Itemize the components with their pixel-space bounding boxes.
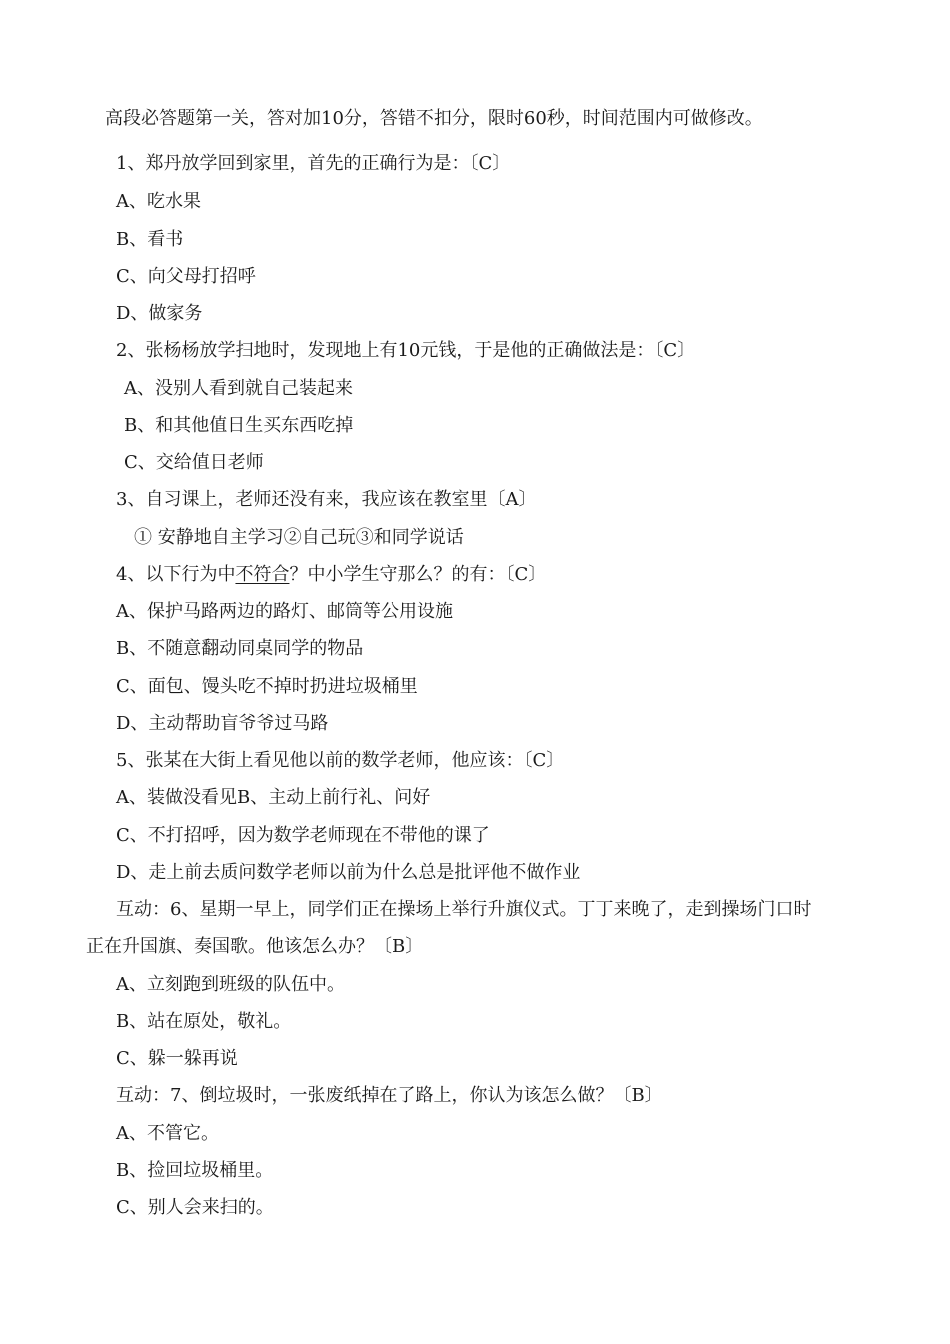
option-line: C、交给值日老师 [124,452,264,473]
question-4 [116,563,546,587]
option-line: C、不打招呼，因为数学老师现在不带他的课了 [116,825,490,846]
question-1: 1、郑丹放学回到家里，首先的正确行为是：〔C〕 [116,153,511,174]
option-line: A、立刻跑到班级的队伍中。 [116,974,345,995]
question-3: 3、自习课上，老师还没有来，我应该在教室里〔A〕 [116,489,537,510]
option-line: A、保护马路两边的路灯、邮筒等公用设施 [116,601,453,622]
option-line: B、不随意翻动同桌同学的物品 [116,638,364,659]
option-line: B、和其他值日生买东西吃掉 [124,415,354,436]
question-5: 5、张某在大街上看见他以前的数学老师，他应该：〔C〕 [116,750,565,771]
option-line: A、没别人看到就自己装起来 [124,378,353,399]
question-2: 2、张杨杨放学扫地时，发现地上有10元钱，于是他的正确做法是：〔C〕 [116,340,696,361]
option-line: A、装做没看见B、主动上前行礼、问好 [116,787,431,808]
option-line: B、捡回垃圾桶里。 [116,1160,274,1181]
option-line: C、向父母打招呼 [116,266,256,287]
question-7: 互动：7、倒垃圾时，一张废纸掉在了路上，你认为该怎么做？〔B〕 [116,1085,663,1106]
q4-after: ？中小学生守那么？的有：〔C〕 [289,564,547,585]
option-line: ① 安静地自主学习②自己玩③和同学说话 [134,527,464,548]
question-6-continued: 正在升国旗、奏国歌。他该怎么办？〔B〕 [86,936,424,957]
option-line: D、主动帮助盲爷爷过马路 [116,713,329,734]
option-line: A、吃水果 [116,191,201,212]
q4-before: 4、以下行为中 [116,564,236,585]
option-line: C、别人会来扫的。 [116,1197,274,1218]
option-line: B、站在原处，敬礼。 [116,1011,292,1032]
question-6: 互动：6、星期一早上，同学们正在操场上举行升旗仪式。丁丁来晚了，走到操场门口时 [116,899,812,920]
option-line: D、做家务 [116,303,203,324]
option-line: C、躲一躲再说 [116,1048,238,1069]
option-line: B、看书 [116,229,184,250]
option-line: D、走上前去质问数学老师以前为什么总是批评他不做作业 [116,862,581,883]
option-line: C、面包、馒头吃不掉时扔进垃圾桶里 [116,676,418,697]
q4-underlined: 不符合 [235,564,290,585]
option-line: A、不管它。 [116,1123,219,1144]
intro-line: 高段必答题第一关，答对加10分，答错不扣分，限时60秒，时间范围内可做修改。 [105,108,763,129]
